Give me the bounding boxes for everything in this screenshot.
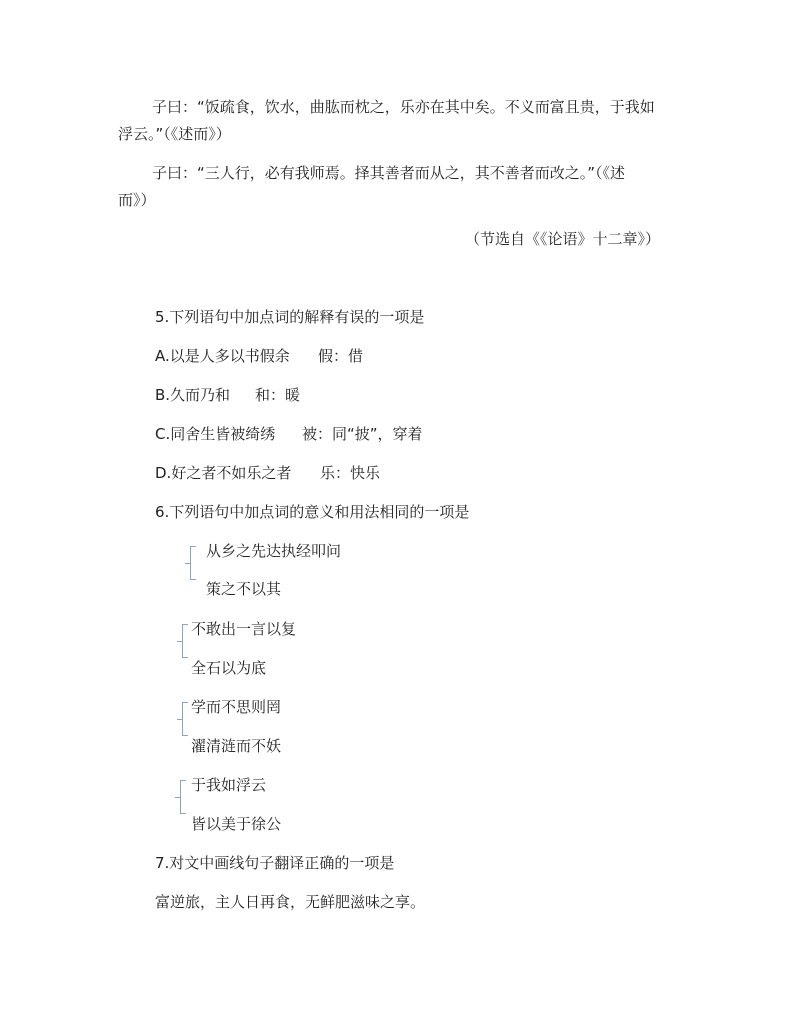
passage-line-2: 浮云。”（《述而》） bbox=[118, 125, 231, 143]
q5-option-d-gloss: 乐：快乐 bbox=[320, 464, 381, 482]
q7-stem: 7.对文中画线句子翻译正确的一项是 bbox=[155, 854, 395, 872]
q5-option-c: C.同舍生皆被绮绣 bbox=[155, 425, 276, 443]
q5-stem: 5.下列语句中加点词的解释有误的一项是 bbox=[155, 308, 425, 326]
q5-option-b-gloss: 和：暖 bbox=[255, 386, 301, 404]
q6-pair-3-brace bbox=[182, 702, 190, 736]
passage-line-1: 子曰：“饭疏食，饮水，曲肱而枕之，乐亦在其中矣。不义而富且贵，于我如 bbox=[152, 98, 655, 116]
q5-option-b: B.久而乃和 bbox=[155, 386, 231, 404]
passage-line-4: 而》） bbox=[118, 191, 156, 209]
passage-line-3: 子曰：“三人行，必有我师焉。择其善者而从之，其不善者而改之。”（《述 bbox=[152, 164, 626, 182]
q6-pair-4-line-b: 皆以美于徐公 bbox=[191, 815, 282, 833]
q5-option-d: D.好之者不如乐之者 bbox=[155, 464, 292, 482]
q6-pair-4-line-a: 于我如浮云 bbox=[191, 776, 267, 794]
q5-option-a: A.以是人多以书假余 bbox=[155, 347, 290, 365]
q6-pair-1-line-a: 从乡之先达执经叩问 bbox=[206, 542, 342, 560]
q6-pair-2-line-b: 全石以为底 bbox=[191, 659, 267, 677]
q6-pair-2-brace bbox=[182, 624, 190, 658]
q6-pair-2-line-a: 不敢出一言以复 bbox=[191, 620, 297, 638]
q6-pair-1-brace bbox=[190, 546, 198, 580]
q6-pair-3-line-b: 濯清涟而不妖 bbox=[191, 737, 282, 755]
q6-pair-4-brace bbox=[180, 780, 188, 814]
q5-option-a-gloss: 假：借 bbox=[318, 347, 364, 365]
q5-option-c-gloss: 被：同“披”，穿着 bbox=[302, 425, 423, 443]
q6-stem: 6.下列语句中加点词的意义和用法相同的一项是 bbox=[155, 503, 470, 521]
q6-pair-1-line-b: 策之不以其 bbox=[206, 580, 282, 598]
passage-source: （节选自《《论语》十二章》） bbox=[465, 230, 661, 248]
q6-pair-3-line-a: 学而不思则罔 bbox=[191, 698, 282, 716]
q7-sentence: 富逆旅，主人日再食，无鲜肥滋味之享。 bbox=[155, 893, 426, 911]
